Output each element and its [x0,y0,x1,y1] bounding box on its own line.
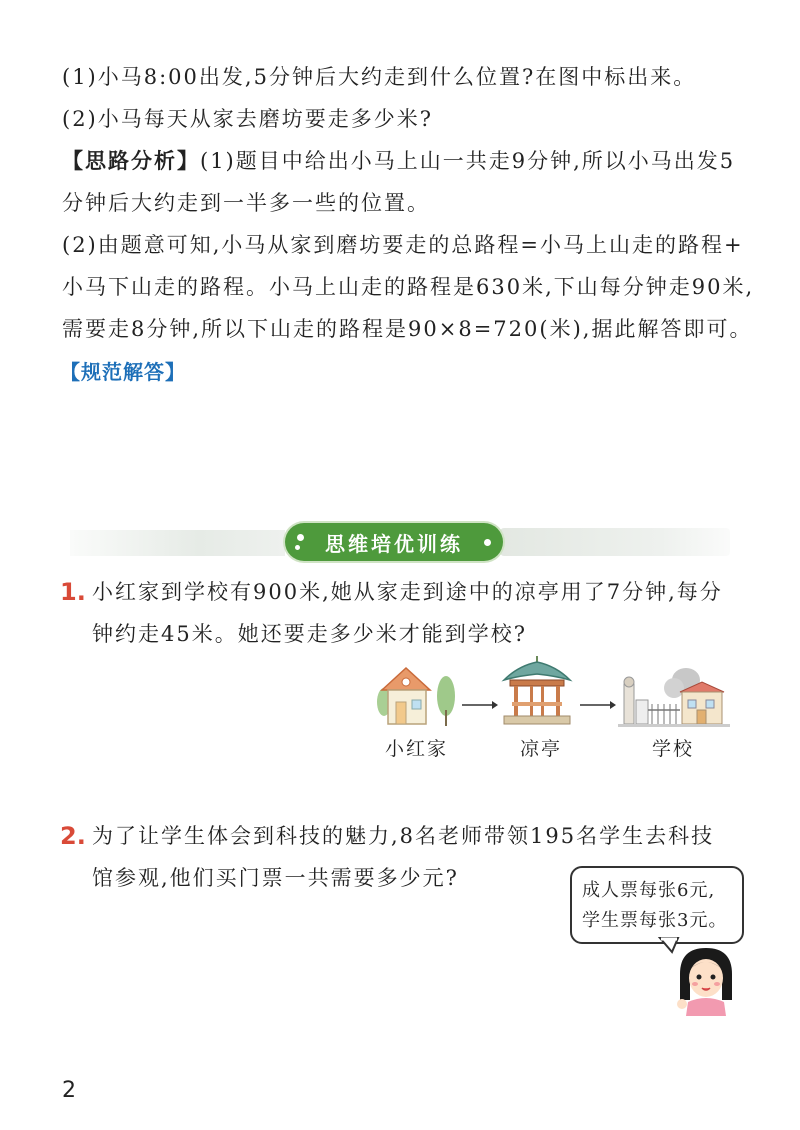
analysis-line-5: 需要走8分钟,所以下山走的路程是90×8=720(米),据此解答即可。 [62,317,753,341]
analysis-label: 【思路分析】 [62,149,200,173]
analysis-line-1-text: (1)题目中给出小马上山一共走9分钟,所以小马出发5 [200,149,736,173]
arrow-icon [462,700,498,710]
page-number: 2 [62,1078,76,1103]
label-home: 小红家 [385,738,449,760]
school-icon [618,660,730,728]
section-title-pill [285,523,503,561]
analysis-line-3: (2)由题意可知,小马从家到磨坊要走的总路程=小马上山走的路程+ [62,233,744,257]
section-banner [70,520,730,564]
question-1-number: 1. [60,578,86,606]
question-2-number: 2. [60,822,86,850]
banner-dot-icon [484,539,491,546]
banner-left-decoration [70,530,285,556]
question-part-2: (2)小马每天从家去磨坊要走多少米? [62,107,434,131]
bubble-line-1: 成人票每张6元, [582,880,716,901]
banner-dot-icon [295,545,300,550]
girl-character-icon [670,944,742,1016]
question-part-1: (1)小马8:00出发,5分钟后大约走到什么位置?在图中标出来。 [62,65,697,89]
question-2-line-2: 馆参观,他们买门票一共需要多少元? [92,866,459,890]
arrow-icon [580,700,616,710]
analysis-line-4: 小马下山走的路程。小马上山走的路程是630米,下山每分钟走90米, [62,275,755,299]
house-icon [376,660,460,728]
question-2-line-1: 为了让学生体会到科技的魅力,8名老师带领195名学生去科技 [92,824,715,848]
answer-label: 【规范解答】 [60,360,186,384]
bubble-line-2: 学生票每张3元。 [582,910,728,931]
analysis-line-2: 分钟后大约走到一半多一些的位置。 [62,191,430,215]
pavilion-icon [498,656,576,728]
label-pavilion: 凉亭 [520,738,563,760]
banner-right-decoration [500,528,730,556]
analysis-line-1 [62,146,752,176]
speech-bubble [570,866,744,944]
question-1-line-2: 钟约走45米。她还要走多少米才能到学校? [92,622,527,646]
section-title: 思维培优训练 [325,531,463,556]
question-1-line-1: 小红家到学校有900米,她从家走到途中的凉亭用了7分钟,每分 [92,580,723,604]
banner-dot-icon [297,534,304,541]
label-school: 学校 [652,738,695,760]
